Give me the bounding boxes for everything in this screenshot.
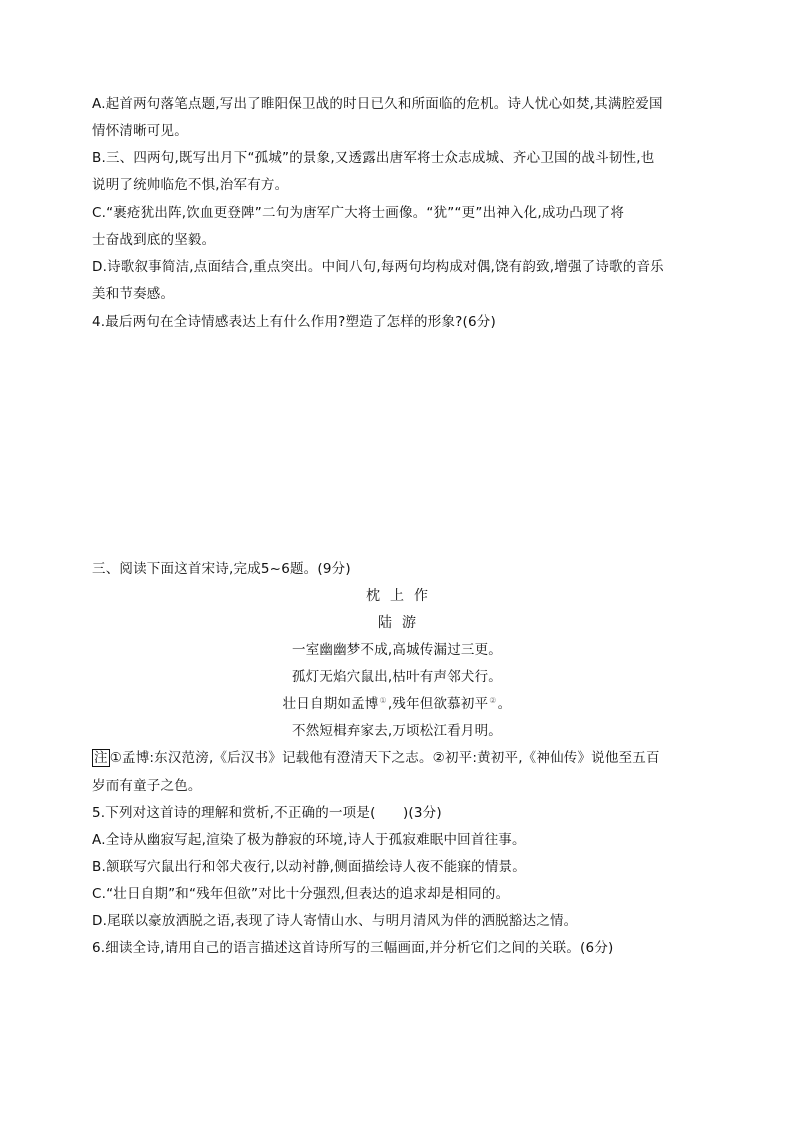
note-text-1: ①孟博:东汉范滂,《后汉书》记载他有澄清天下之志。②初平:黄初平,《神仙传》说他至五百 <box>109 750 660 766</box>
note-line-2: 岁而有童子之色。 <box>92 778 202 794</box>
question-6: 6.细读全诗,请用自己的语言描述这首诗所写的三幅画面,并分析它们之间的关联。(6分) <box>92 940 614 956</box>
note-label: 注 <box>94 750 108 766</box>
poem-author <box>0 613 794 633</box>
section-3-heading: 三、阅读下面这首宋诗,完成5~6题。(9分) <box>92 561 351 577</box>
option-d-line2: 美和节奏感。 <box>92 286 175 302</box>
q5-option-d: D.尾联以豪放洒脱之语,表现了诗人寄情山水、与明月清风为伴的洒脱豁达之情。 <box>92 913 578 929</box>
footnote-marker-2: ② <box>489 695 497 705</box>
poem-line-3-part3: 。 <box>497 696 512 712</box>
option-c-line2: 士奋战到底的坚毅。 <box>92 232 216 248</box>
q5-option-b: B.颔联写穴鼠出行和邻犬夜行,以动衬静,侧面描绘诗人夜不能寐的情景。 <box>92 859 526 875</box>
q5-option-a: A.全诗从幽寂写起,渲染了极为静寂的环境,诗人于孤寂难眠中回首往事。 <box>92 832 526 848</box>
poem-line-3-part2: ,残年但欲慕初平 <box>387 696 489 712</box>
option-b-line2: 说明了统帅临危不惧,治军有方。 <box>92 177 289 193</box>
option-b-line1: B.三、四两句,既写出月下“孤城”的景象,又透露出唐军将士众志成城、齐心卫国的战斗韧性,也 <box>92 150 655 166</box>
poem-line-3-part1: 壮日自期如孟博 <box>282 696 379 712</box>
poem-title-char: 上 <box>390 588 404 604</box>
poem-author-char: 游 <box>402 615 416 631</box>
poem-title <box>0 586 794 606</box>
poem-title-char: 枕 <box>366 588 380 604</box>
poem-line-4: 不然短楫弃家去,万顷松江看月明。 <box>292 723 502 739</box>
question-5-stem: 5.下列对这首诗的理解和赏析,不正确的一项是( )(3分) <box>92 805 442 821</box>
option-a-line1: A.起首两句落笔点题,写出了睢阳保卫战的时日已久和所面临的危机。诗人忧心如焚,其满腔爱国 <box>92 96 663 112</box>
poem-line-2: 孤灯无焰穴鼠出,枯叶有声邻犬行。 <box>292 669 502 685</box>
footnote-marker-1: ① <box>379 695 387 705</box>
poem-title-char: 作 <box>414 588 428 604</box>
poem-line-3 <box>0 694 794 714</box>
option-c-line1: C.“裹疮犹出阵,饮血更登陴”二句为唐军广大将士画像。“犹”“更”出神入化,成功凸现了将 <box>92 205 625 221</box>
answer-space-q4 <box>92 340 702 550</box>
option-d-line1: D.诗歌叙事简洁,点面结合,重点突出。中间八句,每两句均构成对偶,饶有韵致,增强了诗歌的音乐 <box>92 259 664 275</box>
poem-line-1: 一室幽幽梦不成,高城传漏过三更。 <box>292 642 502 658</box>
note-line-1 <box>92 748 702 768</box>
q5-option-c: C.“壮日自期”和“残年但欲”对比十分强烈,但表达的追求却是相同的。 <box>92 886 510 902</box>
option-a-line2: 情怀清晰可见。 <box>92 123 188 139</box>
poem-author-char: 陆 <box>378 615 392 631</box>
question-4: 4.最后两句在全诗情感表达上有什么作用?塑造了怎样的形象?(6分) <box>92 314 496 330</box>
